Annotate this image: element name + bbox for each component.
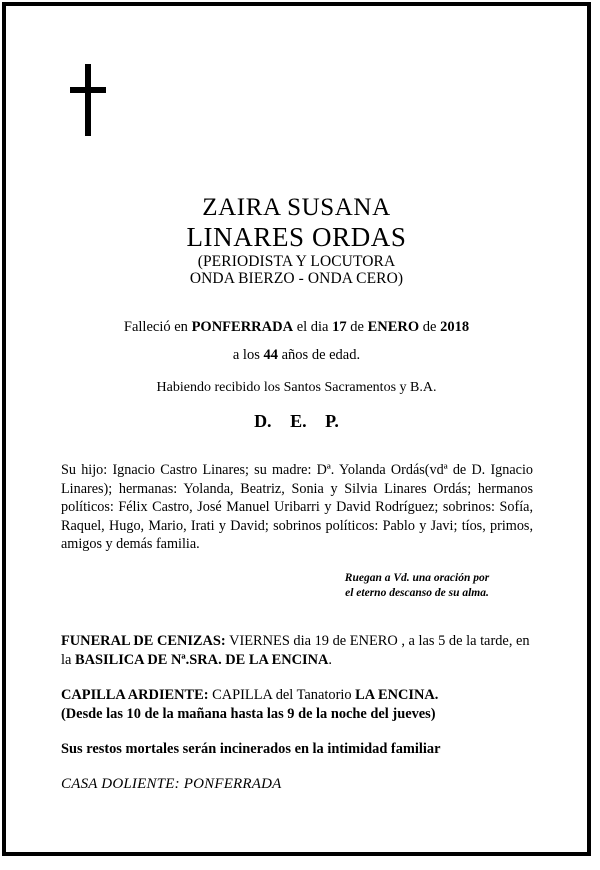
cross-horizontal-bar (70, 87, 106, 93)
death-place: PONFERRADA (191, 319, 294, 335)
deceased-given-names: ZAIRA SUSANA (202, 194, 391, 221)
rip-letter-e: E. (290, 411, 307, 431)
notice-border-frame (2, 2, 591, 856)
age-suffix: años de edad. (281, 347, 361, 363)
rip-letter-d: D. (254, 411, 272, 431)
prayer-request-block (302, 571, 532, 600)
deceased-name-block (6, 194, 587, 287)
rest-in-peace-line (6, 410, 587, 432)
deceased-profession-line-2: ONDA BIERZO - ONDA CERO) (189, 270, 404, 287)
rip-letter-p: P. (325, 411, 339, 431)
death-month-label: de (350, 319, 364, 335)
death-prefix: Falleció en (123, 319, 188, 335)
death-day: 17 (332, 319, 347, 335)
service-details-block (61, 632, 543, 794)
death-date-line (6, 318, 587, 336)
sacraments-line: Habiendo recibido los Santos Sacramentos y B.A. (156, 380, 437, 395)
funeral-label: FUNERAL DE CENIZAS: (61, 633, 226, 649)
prayer-line-2: el eterno descanso de su alma. (345, 586, 489, 599)
cremation-line: Sus restos mortales serán incinerados en la intimidad familiar (61, 741, 441, 757)
death-year: 2018 (440, 319, 470, 335)
cross-vertical-bar (85, 64, 91, 136)
latin-cross-icon (70, 64, 106, 136)
surviving-family-paragraph: Su hijo: Ignacio Castro Linares; su madre: Dª. Yolanda Ordás(vdª de D. Ignacio Linares); hermanas: Yolanda, Beatriz, Sonia y Silvia Linares Ordás; hermanos políticos: Félix Castro, José Manuel Uribarri y David Rodríguez; sobrinos: Sofía, Raquel, Hugo, Mario, Irati y David; sobrinos políticos: Pablo y Javi; tíos, primos, amigos y demás familia. (61, 462, 533, 553)
wake-label: CAPILLA ARDIENTE: (61, 687, 209, 703)
death-day-label: el dia (296, 319, 329, 335)
notice-content (6, 6, 587, 852)
funeral-text-2: . (328, 652, 333, 668)
deceased-surnames: LINARES ORDAS (186, 222, 407, 252)
wake-hours: (Desde las 10 de la mañana hasta las 9 de la noche del jueves) (61, 706, 436, 722)
wake-detail-row (61, 686, 543, 724)
mourning-house-line: CASA DOLIENTE: PONFERRADA (61, 776, 282, 792)
funeral-detail-row (61, 632, 543, 670)
age-value: 44 (263, 347, 278, 363)
age-line (6, 346, 587, 364)
funeral-place: BASILICA DE Nª.SRA. DE LA ENCINA (75, 652, 329, 668)
wake-place: LA ENCINA. (355, 687, 439, 703)
prayer-line-1: Ruegan a Vd. una oración por (344, 572, 490, 584)
wake-text-1: CAPILLA del Tanatorio (212, 687, 352, 703)
age-prefix: a los (232, 347, 260, 363)
death-month: ENERO (367, 319, 420, 335)
funeral-text-1: VIERNES dia 19 de ENERO , a las 5 de la tarde, en la (61, 633, 530, 668)
death-year-label: de (422, 319, 437, 335)
deceased-profession-line-1: (PERIODISTA Y LOCUTORA (197, 253, 396, 270)
